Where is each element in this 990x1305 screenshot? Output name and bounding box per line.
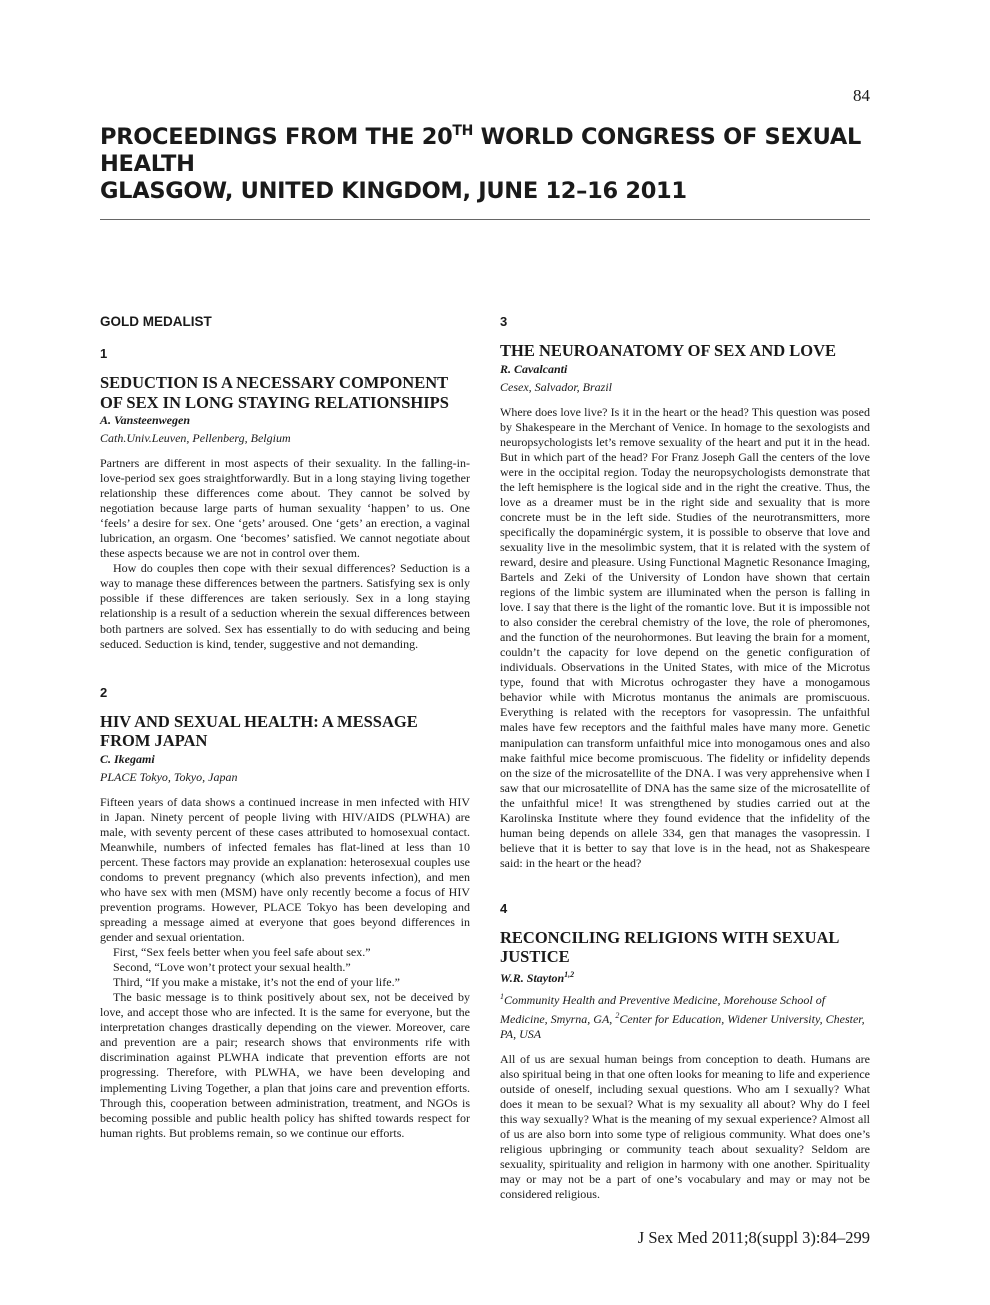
- abstract-paragraph: All of us are sexual human beings from conception to death. Humans are also spiritual being in that one often looks for meaning to life and experience outside of oneself, including sexual questions. Who am I sexually? What does it mean to be sexual? What is my sexuality all about? Why do I feel this way sexually? What is the meaning of my sexual experience? Almost all of us are also born into some type of religious community. What does one’s religious upbringing or community teach about sexuality? Seldom are sexuality, spirituality and religion in harmony with one another. Spirituality may or may not be a part of one’s vocabulary and may or may not be considered religious.: [500, 1051, 870, 1202]
- title-line-2: GLASGOW, UNITED KINGDOM, JUNE 12–16 2011: [100, 178, 687, 204]
- abstract-paragraph: Fifteen years of data shows a continued increase in men infected with HIV in Japan. Ninety percent of people living with HIV/AIDS (PLWHA) are male, with seventy percent of these cases attributed to homosexual contact. Meanwhile, numbers of infected females has flat-lined at less than 10 percent. These factors may provide an explanation: heterosexual couples use condoms to prevent pregnancy (which also prevents infection), and men who have sex with men (MSM) have only recently become a focus of HIV prevention programs. However, PLACE Tokyo has been developing and spreading a message aimed at everyone that goes beyond differences in gender and sexual orientation.: [100, 794, 470, 945]
- abstract-title: RECONCILING RELIGIONS WITH SEXUAL JUSTICE: [500, 927, 839, 967]
- abstract-title: THE NEUROANATOMY OF SEX AND LOVE: [500, 341, 836, 360]
- spacer: [100, 652, 470, 685]
- author-name: W.R. Stayton: [500, 970, 565, 985]
- abstract-4: [500, 901, 870, 1202]
- abstract-number: 4: [500, 900, 508, 916]
- abstract-author: A. Vansteenwegen: [100, 413, 191, 427]
- journal-citation-footer: J Sex Med 2011;8(suppl 3):84–299: [637, 1228, 870, 1247]
- abstract-title: SEDUCTION IS A NECESSARY COMPONENT OF SEX IN LONG STAYING RELATIONSHIPS: [100, 373, 449, 412]
- abstract-author: [500, 968, 870, 985]
- affiliation-superscript: 1: [500, 991, 504, 1001]
- author-superscript: 1,2: [564, 969, 575, 979]
- abstract-paragraph: Partners are different in most aspects of their sexuality. In the falling-in-love-period sex goes straightforwardly. But in a long staying living together relationship these differences come about. They cannot be solved by negotiation because large parts of human sexuality ‘happen’ to us. One ‘feels’ a desire for sex. One ‘gets’ aroused. One ‘gets’ an erection, a vaginal lubrication, an orgasm. One ‘becomes’ satisfied. We cannot negotiate about these aspects because we are not in control over them.: [100, 456, 470, 561]
- abstract-1: [100, 346, 470, 652]
- abstract-affiliation: [500, 989, 870, 1042]
- abstract-paragraph: Second, “Love won’t protect your sexual health.”: [113, 960, 351, 975]
- affiliation-superscript: 2: [615, 1010, 620, 1020]
- section-label: GOLD MEDALIST: [100, 314, 212, 329]
- title-part-2: WORLD CONGRESS OF SEXUAL HEALTH: [100, 124, 861, 177]
- abstract-affiliation: Cath.Univ.Leuven, Pellenberg, Belgium: [100, 431, 291, 445]
- abstract-paragraph: First, “Sex feels better when you feel safe about sex.”: [113, 945, 371, 960]
- abstract-number: 1: [100, 346, 108, 361]
- abstract-affiliation: PLACE Tokyo, Tokyo, Japan: [100, 769, 238, 784]
- header-rule: [100, 219, 870, 220]
- abstract-author: R. Cavalcanti: [500, 361, 568, 376]
- abstract-title: HIV AND SEXUAL HEALTH: A MESSAGE FROM JAPAN: [100, 711, 418, 751]
- right-column: [500, 314, 870, 1202]
- spacer: [500, 871, 870, 901]
- abstract-number: 2: [100, 684, 108, 700]
- abstract-number: 3: [500, 314, 508, 329]
- abstract-paragraph: How do couples then cope with their sexual differences? Seduction is a way to manage these differences between the partners. Satisfying sex is only possible if these differences are taken seriously. Sex in a long staying relationship is a result of a seduction wherein the sexual differences between both partners are solved. Sex has essentially to do with seducing and being seduced. Seduction is kind, tender, suggestive and not demanding.: [100, 561, 470, 651]
- title-line-1: [100, 124, 870, 178]
- abstract-affiliation: Cesex, Salvador, Brazil: [500, 379, 612, 394]
- left-column: [100, 314, 470, 1141]
- proceedings-title: [100, 124, 870, 205]
- affiliation-part: Community Health and Preventive Medicine, Morehouse School of Medicine, Smyrna, GA,: [500, 992, 826, 1026]
- page-number: 84: [853, 86, 870, 105]
- title-part-1: PROCEEDINGS FROM THE 20: [100, 124, 453, 150]
- abstract-2: [100, 685, 470, 1141]
- abstract-paragraph: Third, “If you make a mistake, it’s not the end of your life.”: [113, 975, 400, 990]
- abstract-paragraph: The basic message is to think positively about sex, not be deceived by love, and accept those who are infected. It is the same for everyone, but the interpretation changes drastically depending on the viewer. Moreover, care and prevention are a pair; research shows that environments rife with discrimination against PLWHA indicate that prevention efforts are not progressing. Therefore, with PLWHA, we have been developing and implementing Living Together, a plan that joins care and prevention efforts. Through this, cooperation between administration, treatment, and NGOs is becoming possible and public health policy has shifted towards respect for human rights. But problems remain, so we continue our efforts.: [100, 990, 470, 1140]
- abstract-paragraph: Where does love live? Is it in the heart or the head? This question was posed by Shakespeare in the Merchant of Venice. In homage to the sexologists and neuropsychologists let’s remove sexuality of the heart and put it in the head. But in which part of the head? For Franz Joseph Gall the centers of the love were in the occipital region. Today the neuropsychologists demonstrate that the left hemisphere is the logical side and in the right the creative. Thus, the love as a dreamer must be in the right side and sexuality that is more concrete must be in the left side. Studies of the neurotransmitters, more specifically the dopaminérgic system, it is possible to observe that love and sexuality live in the mesolimbic system, that it is related with the system of reward, desire and pleasure. Using Functional Magnetic Resonance Imaging, Bartels and Zeki of the University of London have shown that certain regions of the limbic system are illuminated when the person is falling in love. I say that there is the light of the romantic love. But it is impossible not to also consider the cerebral chemistry of the love, the role of pheromones, and the function of the neurohormones. But leaving the brain for a moment, couldn’t the capacity for love depend on the genetic configuration of individuals. Observations in the United States, with mice of the Microtus type, found that with Microtus ochrogaster they have a monogamous behavior while with Microtus montanus the animals are promiscuous. Everything is related with the receptors for vasopressin. The unfaithful males have few receptors and the faithful males have many more. Genetic manipulation can transform unfaithful mice into monogamous ones and also make faithful mice become promiscuous. The fidelity or infidelity depends on the size of the microsatellite of the DNA. I was very apprehensive when I saw that our microsatellite of DNA has the same size of the microsatellite of the unfaithful mice! It was strengthened by studies carried out at the Karolinska Institute where they found evidence that the infidelity of the human being depends on allele 334, gen that manages the vasopressin. I believe that it is better to say that love is in the head, not as Shakespeare said: in the heart or the head?: [500, 404, 870, 870]
- abstract-3: [500, 314, 870, 871]
- title-superscript: TH: [452, 123, 474, 139]
- affiliation-part: Center for Education, Widener University, Chester, PA, USA: [500, 1011, 865, 1041]
- abstract-author: C. Ikegami: [100, 751, 155, 766]
